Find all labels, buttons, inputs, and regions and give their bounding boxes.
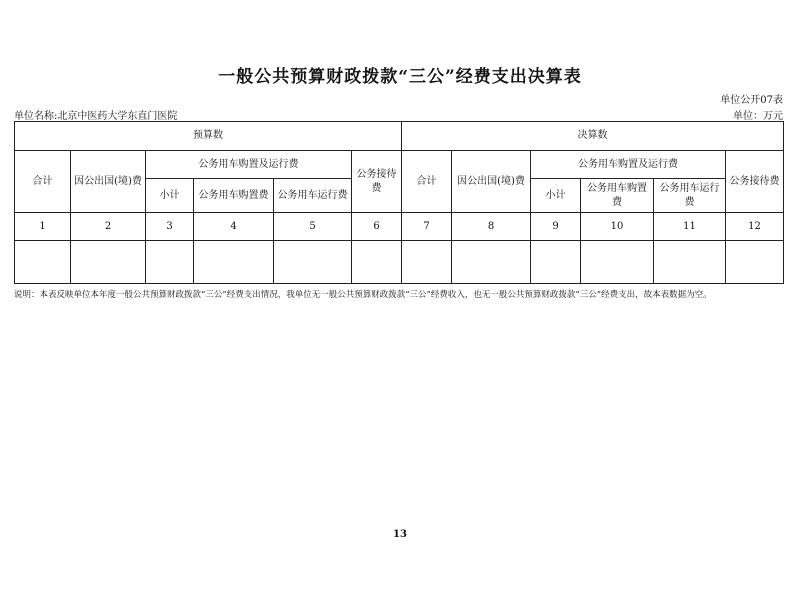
group-header-row	[15, 122, 784, 151]
data-cell	[146, 241, 194, 284]
unit-name: 单位名称:北京中医药大学东直门医院	[14, 111, 178, 122]
data-cell	[581, 241, 654, 284]
page-title: 一般公共预算财政拨款“三公”经费支出决算表	[218, 67, 582, 87]
data-cell	[352, 241, 402, 284]
final-subtotal-header: 小计	[531, 179, 581, 213]
final-group-header: 决算数	[402, 122, 784, 151]
data-cell	[452, 241, 531, 284]
budget-vehicle-group-header: 公务用车购置及运行费	[146, 151, 352, 179]
budget-abroad-header: 因公出国(境)费	[71, 151, 146, 213]
col-number: 12	[726, 213, 784, 241]
table-note: 说明：本表反映单位本年度一般公共预算财政拨款“三公”经费支出情况，我单位无一般公共预算财政拨款“三公”经费收入，也无一般公共预算财政拨款“三公”经费支出，故本表数据为空。	[14, 290, 712, 300]
form-number: 单位公开07表	[720, 95, 783, 106]
col-number: 7	[402, 213, 452, 241]
budget-vehicle-running-header: 公务用车运行费	[274, 179, 352, 213]
data-cell	[531, 241, 581, 284]
budget-total-header: 合计	[15, 151, 71, 213]
col-number: 2	[71, 213, 146, 241]
final-vehicle-group-header: 公务用车购置及运行费	[531, 151, 726, 179]
column-header-row	[15, 151, 784, 179]
col-number: 9	[531, 213, 581, 241]
col-number: 10	[581, 213, 654, 241]
budget-group-header: 预算数	[15, 122, 402, 151]
data-cell	[274, 241, 352, 284]
col-number: 6	[352, 213, 402, 241]
data-cell	[402, 241, 452, 284]
budget-subtotal-header: 小计	[146, 179, 194, 213]
col-number: 8	[452, 213, 531, 241]
budget-reception-header: 公务接待费	[352, 151, 402, 213]
final-reception-header: 公务接待费	[726, 151, 784, 213]
col-number: 5	[274, 213, 352, 241]
page-number: 13	[393, 529, 407, 540]
final-abroad-header: 因公出国(境)费	[452, 151, 531, 213]
expenditure-table	[14, 121, 784, 284]
data-cell	[654, 241, 726, 284]
data-cell	[71, 241, 146, 284]
col-number: 3	[146, 213, 194, 241]
col-number: 11	[654, 213, 726, 241]
data-cell	[726, 241, 784, 284]
data-cell	[194, 241, 274, 284]
budget-vehicle-purchase-header: 公务用车购置费	[194, 179, 274, 213]
currency-unit: 单位：万元	[733, 111, 783, 122]
data-cell	[15, 241, 71, 284]
final-total-header: 合计	[402, 151, 452, 213]
final-vehicle-running-header: 公务用车运行费	[654, 179, 726, 213]
data-row	[15, 241, 784, 284]
col-number: 1	[15, 213, 71, 241]
col-number: 4	[194, 213, 274, 241]
column-number-row	[15, 213, 784, 241]
final-vehicle-purchase-header: 公务用车购置费	[581, 179, 654, 213]
